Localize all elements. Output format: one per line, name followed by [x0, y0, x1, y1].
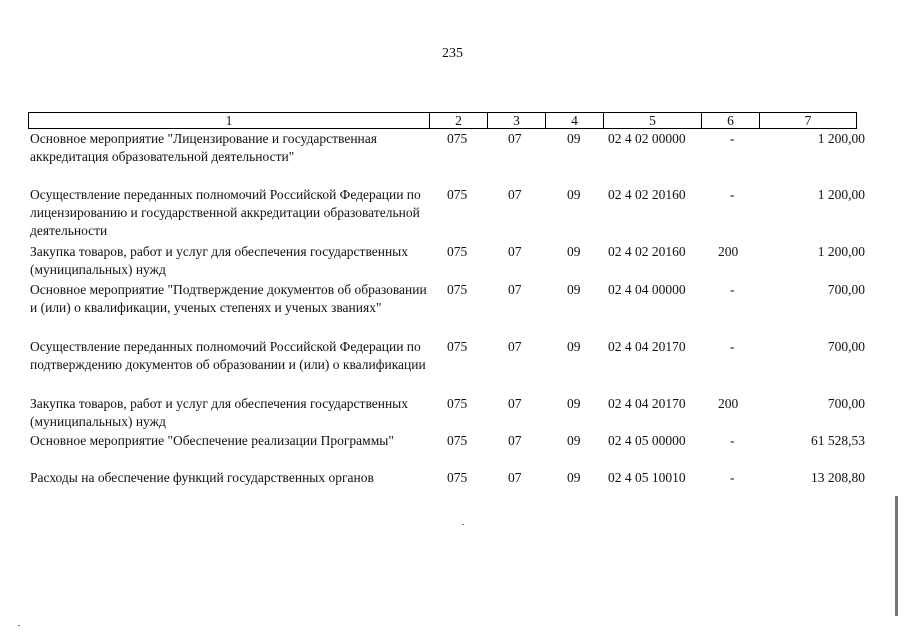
row-name: Осуществление переданных полномочий Российской Федерации по подтверждению документов об образовании и (или) о квалификации — [30, 339, 426, 372]
row-col-5: 02 4 02 20160 — [608, 187, 686, 202]
column-header-4: 4 — [546, 113, 604, 129]
row-col-3: 07 — [508, 339, 522, 354]
row-col-2: 075 — [447, 244, 468, 259]
column-header-3: 3 — [488, 113, 546, 129]
row-col-3: 07 — [508, 282, 522, 297]
row-col-3: 07 — [508, 187, 522, 202]
row-col-4: 09 — [567, 131, 581, 146]
row-col-4: 09 — [567, 282, 581, 297]
row-col-2: 075 — [447, 433, 468, 448]
row-col-4: 09 — [567, 433, 581, 448]
row-col-7: 1 200,00 — [817, 187, 865, 202]
row-name: Закупка товаров, работ и услуг для обеспечения государственных (муниципальных) нужд — [30, 396, 409, 429]
row-col-3: 07 — [508, 244, 522, 259]
row-col-4: 09 — [567, 187, 581, 202]
row-col-6: - — [730, 131, 735, 146]
scan-edge-mark — [895, 496, 898, 616]
row-col-7: 700,00 — [827, 339, 865, 354]
row-col-7: 1 200,00 — [817, 244, 865, 259]
column-header-5: 5 — [604, 113, 702, 129]
column-header-table — [28, 112, 857, 129]
row-name: Закупка товаров, работ и услуг для обеспечения государственных (муниципальных) нужд — [30, 244, 409, 277]
scan-speck — [462, 524, 464, 525]
row-col-7: 700,00 — [827, 282, 865, 297]
row-col-3: 07 — [508, 131, 522, 146]
row-col-7: 700,00 — [827, 396, 865, 411]
row-name: Осуществление переданных полномочий Российской Федерации по лицензированию и государственной аккредитации образовательной деятельности — [30, 187, 421, 238]
scan-speck — [18, 625, 20, 626]
row-col-6: - — [730, 470, 735, 485]
row-col-5: 02 4 04 00000 — [608, 282, 686, 297]
row-col-3: 07 — [508, 470, 522, 485]
row-col-5: 02 4 05 10010 — [608, 470, 686, 485]
page-number: 235 — [442, 46, 463, 61]
row-col-5: 02 4 04 20170 — [608, 396, 686, 411]
row-name: Основное мероприятие "Обеспечение реализации Программы" — [30, 433, 394, 448]
row-col-2: 075 — [447, 282, 468, 297]
row-col-7: 13 208,80 — [811, 470, 865, 485]
row-col-7: 1 200,00 — [817, 131, 865, 146]
row-col-2: 075 — [447, 339, 468, 354]
row-name: Расходы на обеспечение функций государственных органов — [30, 470, 374, 485]
row-col-2: 075 — [447, 396, 468, 411]
column-header-2: 2 — [430, 113, 488, 129]
row-col-3: 07 — [508, 433, 522, 448]
row-name: Основное мероприятие "Подтверждение документов об образовании и (или) о квалификации, ученых степенях и ученых званиях" — [30, 282, 427, 315]
column-header-1: 1 — [29, 113, 430, 129]
row-col-6: - — [730, 433, 735, 448]
row-col-2: 075 — [447, 187, 468, 202]
row-col-2: 075 — [447, 470, 468, 485]
row-col-6: 200 — [718, 244, 739, 259]
row-col-6: - — [730, 187, 735, 202]
column-header-6: 6 — [702, 113, 760, 129]
row-col-7: 61 528,53 — [811, 433, 865, 448]
row-col-5: 02 4 02 00000 — [608, 131, 686, 146]
column-header-7: 7 — [760, 113, 857, 129]
row-col-5: 02 4 04 20170 — [608, 339, 686, 354]
row-col-4: 09 — [567, 396, 581, 411]
row-col-5: 02 4 02 20160 — [608, 244, 686, 259]
row-col-3: 07 — [508, 396, 522, 411]
row-name: Основное мероприятие "Лицензирование и государственная аккредитация образовательной деятельности" — [30, 131, 377, 164]
row-col-4: 09 — [567, 470, 581, 485]
row-col-5: 02 4 05 00000 — [608, 433, 686, 448]
row-col-6: - — [730, 339, 735, 354]
row-col-6: - — [730, 282, 735, 297]
row-col-4: 09 — [567, 339, 581, 354]
row-col-2: 075 — [447, 131, 468, 146]
row-col-6: 200 — [718, 396, 739, 411]
row-col-4: 09 — [567, 244, 581, 259]
